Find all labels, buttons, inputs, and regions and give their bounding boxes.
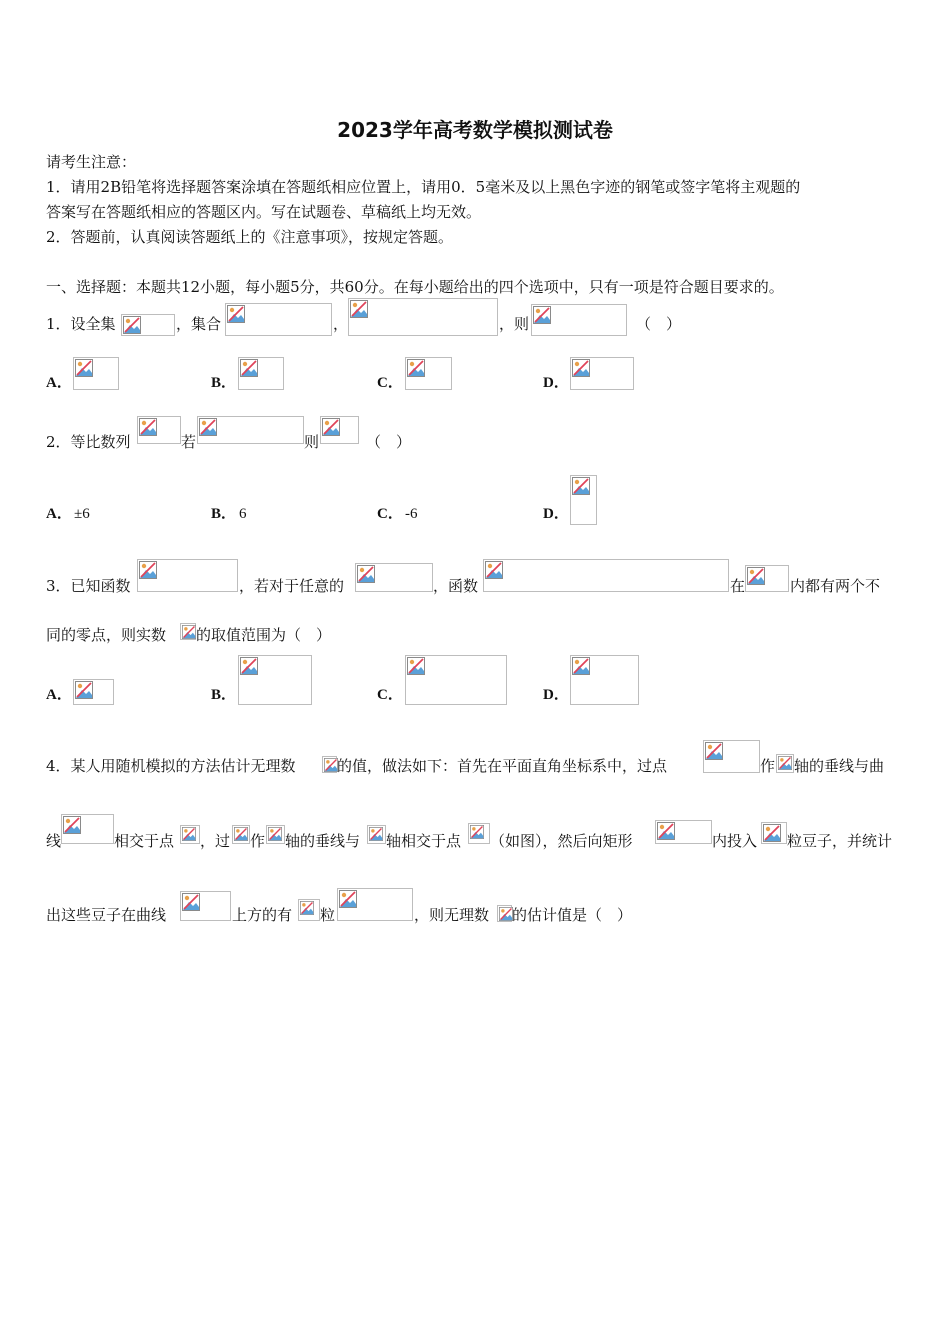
q1-option-c-label: C． [377,375,403,391]
q4-formula-irrational-2 [497,905,512,922]
q3-text-2: ，若对于任意的 [239,577,345,595]
q3-option-d-label: D． [543,687,569,703]
broken-image-icon [572,657,590,675]
broken-image-icon [350,300,368,318]
q2-option-b-label: B． [211,506,237,522]
q4-text-14: 出这些豆子在曲线 [46,906,167,924]
broken-image-icon [763,824,781,842]
q1-formula-set-a [225,303,332,336]
q1-formula-set-b [348,298,498,336]
q4-formula-point-c [468,823,490,844]
broken-image-icon [324,758,338,772]
q4-text-6: 相交于点 [114,832,175,850]
q3-option-b-label: B． [211,687,237,703]
q3-text-6: 同的零点，则实数 [46,626,167,644]
section-heading: 一、选择题：本题共12小题，每小题5分，共60分。在每小题给出的四个选项中，只有一项是符合题目要求的。 [46,278,784,296]
broken-image-icon [572,477,590,495]
q4-text-2: 的值，做法如下：首先在平面直角坐标系中，过点 [337,757,668,775]
broken-image-icon [485,561,503,579]
q4-text-18: 的估计值是（ ） [512,906,633,924]
broken-image-icon [139,561,157,579]
q2-option-d-formula [570,475,597,525]
q3-text-7: 的取值范围为（ ） [196,626,332,644]
q4-text-1: 4．某人用随机模拟的方法估计无理数 [46,757,296,775]
q3-option-b-formula [238,655,312,705]
q1-text-3: ， [333,315,349,333]
broken-image-icon [572,359,590,377]
q1-option-b-formula [238,357,284,390]
broken-image-icon [407,657,425,675]
q1-option-d-label: D． [543,375,569,391]
q4-text-5: 线 [46,832,62,850]
q2-option-c-value: -6 [405,506,418,522]
q2-answer-paren: （ ） [366,433,412,451]
broken-image-icon [199,418,217,436]
q4-text-11: （如图），然后向矩形 [490,832,633,850]
broken-image-icon [227,305,245,323]
q2-text-3: 则 [304,433,320,451]
broken-image-icon [369,827,383,841]
q1-text-4: ，则 [499,315,530,333]
q2-option-b-value: 6 [239,506,247,522]
q1-option-b-label: B． [211,375,237,391]
broken-image-icon [533,306,551,324]
q4-text-17: ，则无理数 [414,906,490,924]
q3-text-5: 内都有两个不 [790,577,881,595]
q1-option-a-formula [73,357,119,390]
q3-option-c-label: C． [377,687,403,703]
q4-formula-bean-count [761,822,787,844]
broken-image-icon [339,890,357,908]
q1-formula-result [531,304,627,336]
broken-image-icon [240,359,258,377]
q2-option-c-label: C． [377,506,403,522]
q4-formula-irrational [322,756,337,773]
q1-option-a-label: A． [46,375,72,391]
q2-option-a-label: A． [46,506,72,522]
notice-line-2: 答案写在答题纸相应的答题区内。写在试题卷、草稿纸上均无效。 [46,203,482,221]
broken-image-icon [470,825,484,839]
q4-text-13: 粒豆子，并统计 [787,832,893,850]
q4-formula-point [703,740,760,773]
q2-formula-condition [197,416,304,444]
q4-formula-point-b [180,825,200,844]
notice-line-3: 2．答题前，认真阅读答题纸上的《注意事项》，按规定答题。 [46,228,454,246]
broken-image-icon [322,418,340,436]
q4-formula-x-axis [776,754,794,773]
broken-image-icon [182,827,196,841]
q4-text-15: 上方的有 [232,906,293,924]
q1-text-1: 1．设全集 [46,315,116,333]
q4-formula-point-b-ref [232,825,250,844]
q4-text-9: 轴的垂线与 [285,832,361,850]
broken-image-icon [705,742,723,760]
q3-option-d-formula [570,655,639,705]
q4-text-7: ，过 [200,832,231,850]
page-title: 2023学年高考数学模拟测试卷 [337,118,613,142]
broken-image-icon [657,822,675,840]
q1-answer-paren: （ ） [636,315,682,333]
broken-image-icon [182,625,196,639]
broken-image-icon [300,901,314,915]
q2-formula-target [320,416,359,444]
broken-image-icon [240,657,258,675]
q3-option-c-formula [405,655,507,705]
q4-formula-curve [61,814,114,844]
q3-formula-function-g [483,559,729,592]
broken-image-icon [75,359,93,377]
q2-text-2: 若 [181,433,197,451]
q4-formula-y-axis [266,825,285,844]
q4-formula-curve-2 [180,891,231,921]
broken-image-icon [407,359,425,377]
broken-image-icon [123,316,141,334]
q4-text-4: 轴的垂线与曲 [794,757,885,775]
q2-option-d-label: D． [543,506,569,522]
broken-image-icon [63,816,81,834]
q3-text-1: 3．已知函数 [46,577,131,595]
q3-formula-any-value [355,563,433,592]
q2-formula-sequence [137,416,181,444]
broken-image-icon [268,827,282,841]
notice-heading: 请考生注意： [46,153,137,171]
q1-option-c-formula [405,357,452,390]
q1-option-d-formula [570,357,634,390]
broken-image-icon [182,893,200,911]
broken-image-icon [747,567,765,585]
q4-formula-above-count [298,899,320,921]
q2-option-a-value: ±6 [74,506,90,522]
q2-text-1: 2．等比数列 [46,433,131,451]
q3-text-4: 在 [730,577,746,595]
q4-text-8: 作 [250,832,266,850]
q3-formula-function-f [137,559,238,592]
q3-option-a-formula [73,679,114,705]
q3-formula-real-number [180,623,196,640]
q1-text-2: ，集合 [176,315,222,333]
q4-formula-condition [337,888,413,921]
q4-formula-rectangle [655,820,712,844]
q4-text-12: 内投入 [712,832,758,850]
q4-formula-y-axis-2 [367,825,386,844]
q4-text-16: 粒 [320,906,336,924]
q3-formula-interval [745,565,789,592]
broken-image-icon [499,907,513,921]
q4-text-10: 轴相交于点 [386,832,462,850]
broken-image-icon [139,418,157,436]
broken-image-icon [234,827,248,841]
notice-line-1: 1．请用2B铅笔将选择题答案涂填在答题纸相应位置上，请用0．5毫米及以上黑色字迹的钢笔或签字笔将主观题的 [46,178,801,196]
q4-text-3: 作 [760,757,776,775]
q3-text-3: ，函数 [433,577,479,595]
broken-image-icon [75,681,93,699]
q3-option-a-label: A． [46,687,72,703]
q1-formula-universal-set [121,314,175,336]
broken-image-icon [357,565,375,583]
broken-image-icon [778,756,792,770]
